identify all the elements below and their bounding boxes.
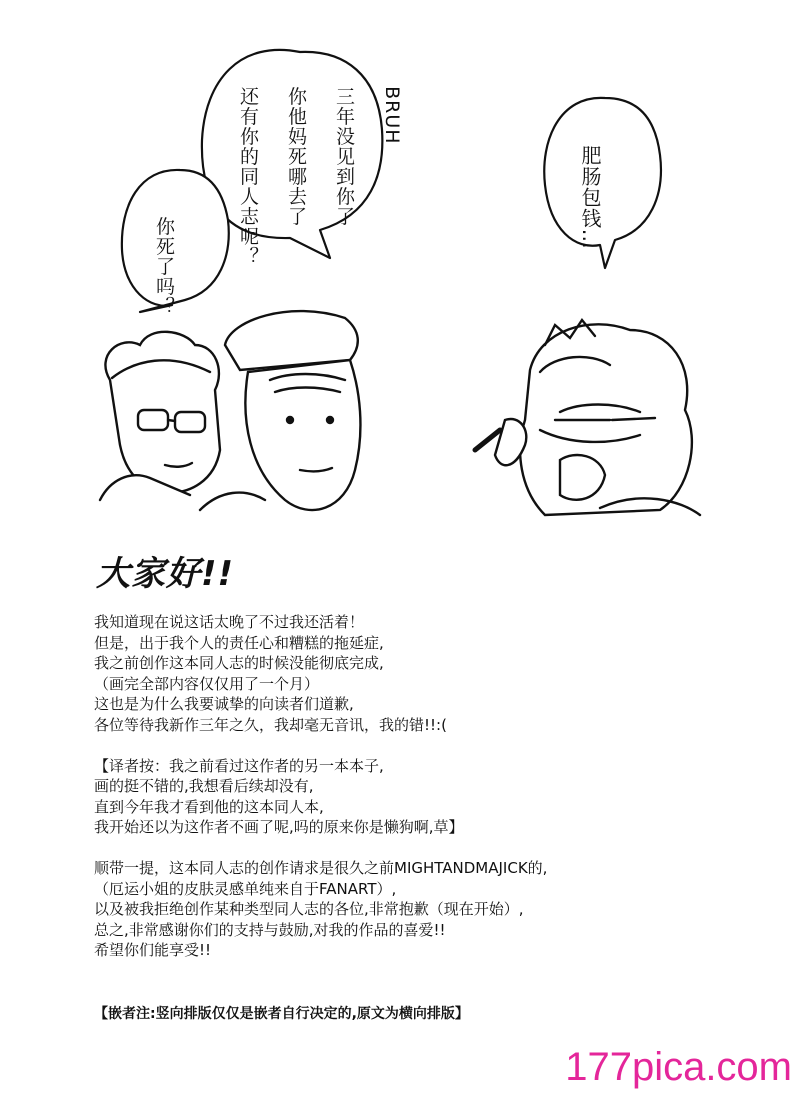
character-cap-man <box>200 311 360 510</box>
text-line: 我之前创作这本同人志的时候没能彻底完成, <box>94 654 384 672</box>
text-line: 但是，出于我个人的责任心和糟糕的拖延症, <box>94 633 384 652</box>
text-line: 以及被我拒绝创作某种类型同人志的各位,非常抱歉（现在开始）, <box>94 900 524 918</box>
embedder-note: 【嵌者注:竖向排版仅仅是嵌者自行决定的,原文为横向排版】 <box>94 1006 469 1022</box>
text-line: 这也是为什么我要诚挚的向读者们道歉, <box>94 695 354 713</box>
author-message <box>94 612 734 961</box>
text-line: 【译者按：我之前看过这作者的另一本本子, <box>94 756 384 775</box>
character-glasses-man <box>100 332 220 500</box>
character-frog <box>475 320 700 515</box>
greeting-heading: 大家好!! <box>96 554 235 594</box>
text-line: 各位等待我新作三年之久，我却毫无音讯，我的错!!:( <box>94 715 447 734</box>
site-watermark: 177pica.com <box>565 1045 792 1089</box>
text-line: （画完全部内容仅仅用了一个月） <box>94 674 320 693</box>
text-line: 总之,非常感谢你们的支持与鼓励,对我的作品的喜爱!! <box>94 920 446 939</box>
text-line: 希望你们能享受!! <box>94 941 212 959</box>
paragraph-apology <box>94 612 734 735</box>
text-line: 画的挺不错的,我想看后续却没有, <box>94 777 314 795</box>
text-line: 顺带一提，这本同人志的创作请求是很久之前MIGHTANDMAJICK的, <box>94 859 548 877</box>
paragraph-translator-note <box>94 756 734 838</box>
paragraph-thanks <box>94 858 734 961</box>
text-line: 我开始还以为这作者不画了呢,吗的原来你是懒狗啊,草】 <box>94 818 464 836</box>
text-line: 我知道现在说这话太晚了不过我还活着！ <box>94 613 365 631</box>
text-line: （厄运小姐的皮肤灵感单纯来自于FANART）, <box>94 879 397 898</box>
text-line: 直到今年我才看到他的这本同人本, <box>94 797 324 816</box>
bubble-text-dead: 你死了吗？ <box>153 216 175 317</box>
bubble-text-frog: 肥肠包钱… <box>578 144 602 250</box>
bubble-text-bruh: BRUH 三年没见到你了 你他妈死哪去了 还有你的同人志呢？ <box>237 86 403 267</box>
